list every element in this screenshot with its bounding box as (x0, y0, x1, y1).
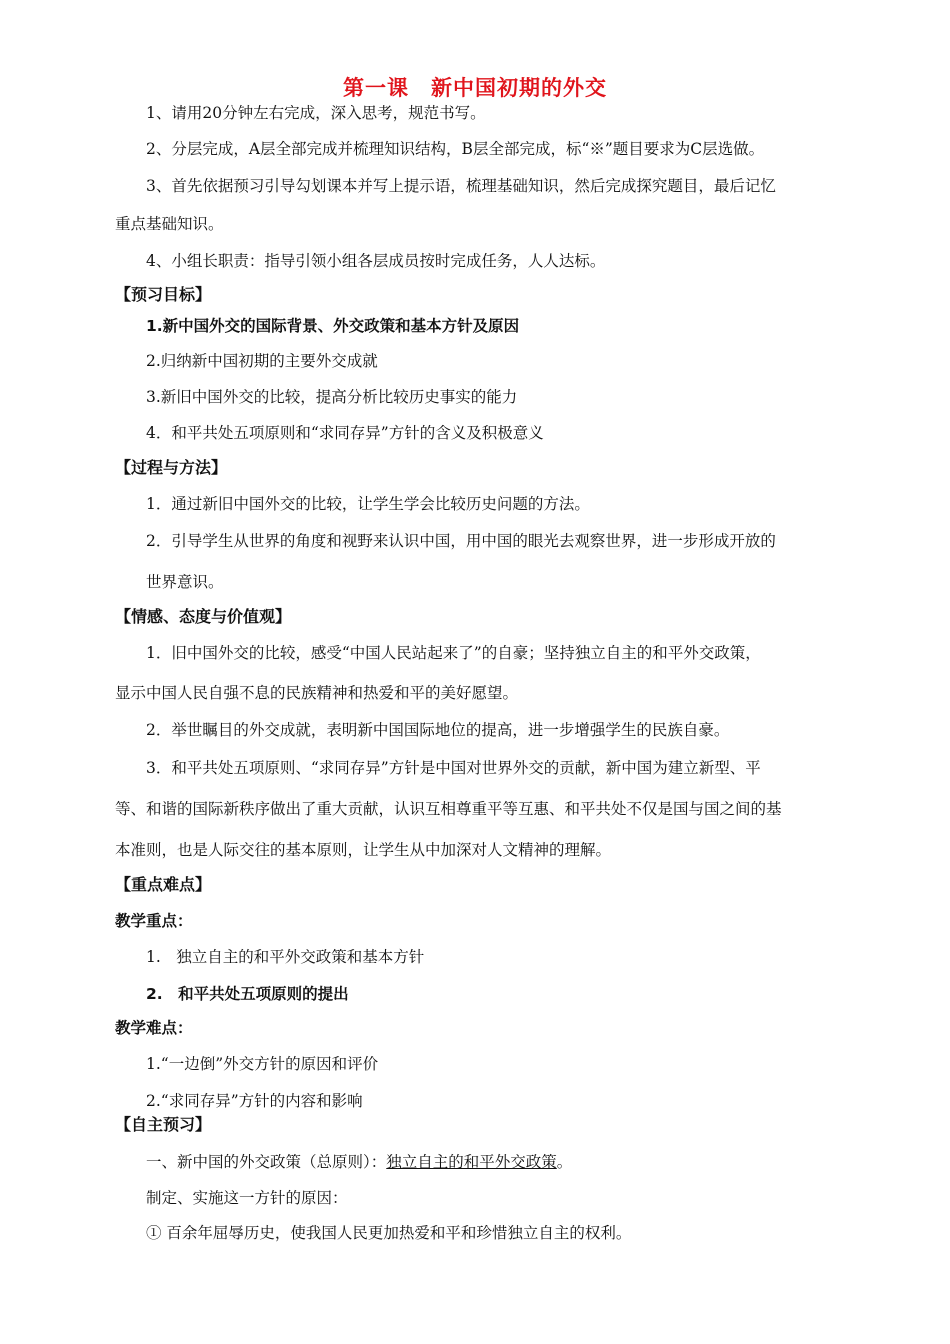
section-heading-key-points: 【重点难点】 (115, 875, 212, 894)
focus-label: 教学重点： (115, 912, 193, 930)
paragraph-line: ① 百余年屈辱历史，使我国人民更加热爱和平和珍惜独立自主的权利。 (146, 1224, 632, 1242)
instruction-line: 1、请用20分钟左右完成，深入思考，规范书写。 (146, 104, 486, 122)
list-item: 1. 独立自主的和平外交政策和基本方针 (146, 948, 425, 966)
paragraph-line: 世界意识。 (146, 573, 224, 591)
difficulty-label: 教学难点： (115, 1019, 193, 1037)
list-item: 1.“一边倒”外交方针的原因和评价 (146, 1055, 379, 1073)
list-item: 2.“求同存异”方针的内容和影响 (146, 1092, 363, 1110)
paragraph-line: 制定、实施这一方针的原因： (146, 1189, 348, 1207)
instruction-line: 4、小组长职责：指导引领小组各层成员按时完成任务，人人达标。 (146, 252, 606, 270)
list-item-text: 1.新中国外交的国际背景、外交政策和基本方针及原因 (146, 317, 520, 335)
section-heading-emotion-values: 【情感、态度与价值观】 (115, 607, 292, 626)
section-heading-process-methods: 【过程与方法】 (115, 458, 228, 477)
paragraph-line: 显示中国人民自强不息的民族精神和热爱和平的美好愿望。 (115, 684, 519, 702)
paragraph-line (146, 1152, 572, 1172)
paragraph-line: 1．旧中国外交的比较，感受“中国人民站起来了”的自豪；坚持独立自主的和平外交政策， (146, 644, 761, 662)
page-title: 第一课 新中国初期的外交 (343, 76, 607, 100)
instruction-line: 重点基础知识。 (115, 215, 224, 233)
list-item: 3.新旧中国外交的比较，提高分析比较历史事实的能力 (146, 388, 518, 406)
list-item-text: 2. 和平共处五项原则的提出 (146, 985, 349, 1003)
paragraph-line: 本准则，也是人际交往的基本原则，让学生从中加深对人文精神的理解。 (115, 841, 612, 859)
paragraph-line: 2．举世瞩目的外交成就，表明新中国国际地位的提高，进一步增强学生的民族自豪。 (146, 721, 730, 739)
list-item (146, 316, 519, 336)
section-heading-self-study: 【自主预习】 (115, 1115, 212, 1134)
instruction-line: 2、分层完成，A层全部完成并梳理知识结构，B层全部完成，标“※”题目要求为C层选做。 (146, 140, 765, 158)
paragraph-line: 2．引导学生从世界的角度和视野来认识中国，用中国的眼光去观察世界，进一步形成开放的 (146, 532, 776, 550)
line-suffix: 。 (556, 1153, 573, 1171)
instruction-line: 3、首先依据预习引导勾划课本并写上提示语，梳理基础知识，然后完成探究题目，最后记忆 (146, 177, 776, 195)
underlined-answer: 独立自主的和平外交政策 (386, 1153, 557, 1171)
paragraph-line: 3．和平共处五项原则、“求同存异”方针是中国对世界外交的贡献，新中国为建立新型、平 (146, 759, 761, 777)
line-prefix: 一、新中国的外交政策（总原则）： (146, 1153, 387, 1171)
list-item (146, 984, 349, 1004)
paragraph-line: 等、和谐的国际新秩序做出了重大贡献，认识互相尊重平等互惠、和平共处不仅是国与国之间的基 (115, 800, 782, 818)
paragraph-line: 1．通过新旧中国外交的比较，让学生学会比较历史问题的方法。 (146, 495, 590, 513)
list-item: 4．和平共处五项原则和“求同存异”方针的含义及积极意义 (146, 424, 544, 442)
section-heading-preview-goals: 【预习目标】 (115, 285, 212, 304)
list-item: 2.归纳新中国初期的主要外交成就 (146, 352, 378, 370)
